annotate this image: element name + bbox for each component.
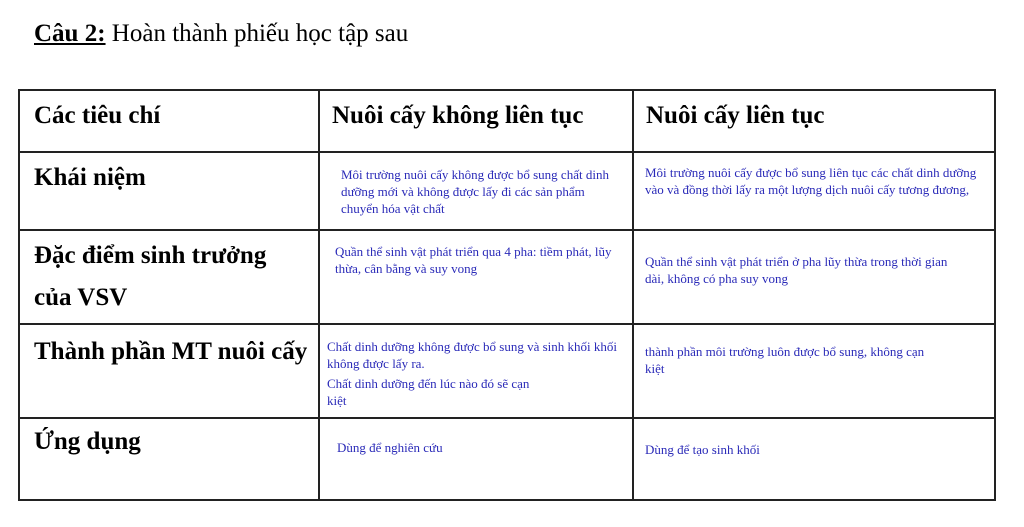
header-criteria-cell xyxy=(19,90,319,152)
table-row xyxy=(19,418,995,500)
question-text: Hoàn thành phiếu học tập sau xyxy=(105,20,409,47)
criterion-label: Thành phần MT nuôi cấy xyxy=(34,338,308,365)
header-criteria: Các tiêu chí xyxy=(34,102,161,129)
header-continuous-cell xyxy=(633,90,995,152)
batch-answer: Dùng để nghiên cứu xyxy=(337,440,443,455)
continuous-answer: thành phần môi trường luôn được bổ sung, không cạn kiệt xyxy=(645,344,925,376)
batch-answer-extra: Chất dinh dưỡng đến lúc nào đó sẽ cạn kiệt xyxy=(327,376,530,408)
continuous-answer: Quần thể sinh vật phát triển ở pha lũy thừa trong thời gian dài, không có pha suy vong xyxy=(645,254,948,286)
criterion-label: Khái niệm xyxy=(34,164,146,191)
table-row xyxy=(19,152,995,230)
batch-answer: Chất dinh dưỡng không được bổ sung và sinh khối khối không được lấy ra. xyxy=(327,339,617,371)
question-heading xyxy=(34,18,408,50)
batch-answer: Môi trường nuôi cấy không được bổ sung chất dinh dưỡng mới và không được lấy đi các sản phẩm chuyển hóa vật chất xyxy=(341,167,609,216)
continuous-answer: Dùng để tạo sinh khối xyxy=(645,442,760,457)
table-row xyxy=(19,230,995,324)
criterion-label: Đặc điểm sinh trưởng của VSV xyxy=(34,242,267,311)
continuous-answer: Môi trường nuôi cấy được bổ sung liên tục các chất dinh dưỡng vào và đồng thời lấy ra một lượng dịch nuôi cấy tương đương, xyxy=(645,165,977,197)
header-row xyxy=(19,90,995,152)
table-row xyxy=(19,324,995,418)
header-batch-cell xyxy=(319,90,633,152)
question-label: Câu 2: xyxy=(34,20,106,47)
header-continuous-culture: Nuôi cấy liên tục xyxy=(646,102,825,129)
batch-answer: Quần thể sinh vật phát triển qua 4 pha: tiềm phát, lũy thừa, cân bằng và suy vong xyxy=(335,244,612,276)
worksheet-table xyxy=(18,89,996,501)
header-batch-culture: Nuôi cấy không liên tục xyxy=(332,102,584,129)
criterion-label: Ứng dụng xyxy=(34,428,141,455)
